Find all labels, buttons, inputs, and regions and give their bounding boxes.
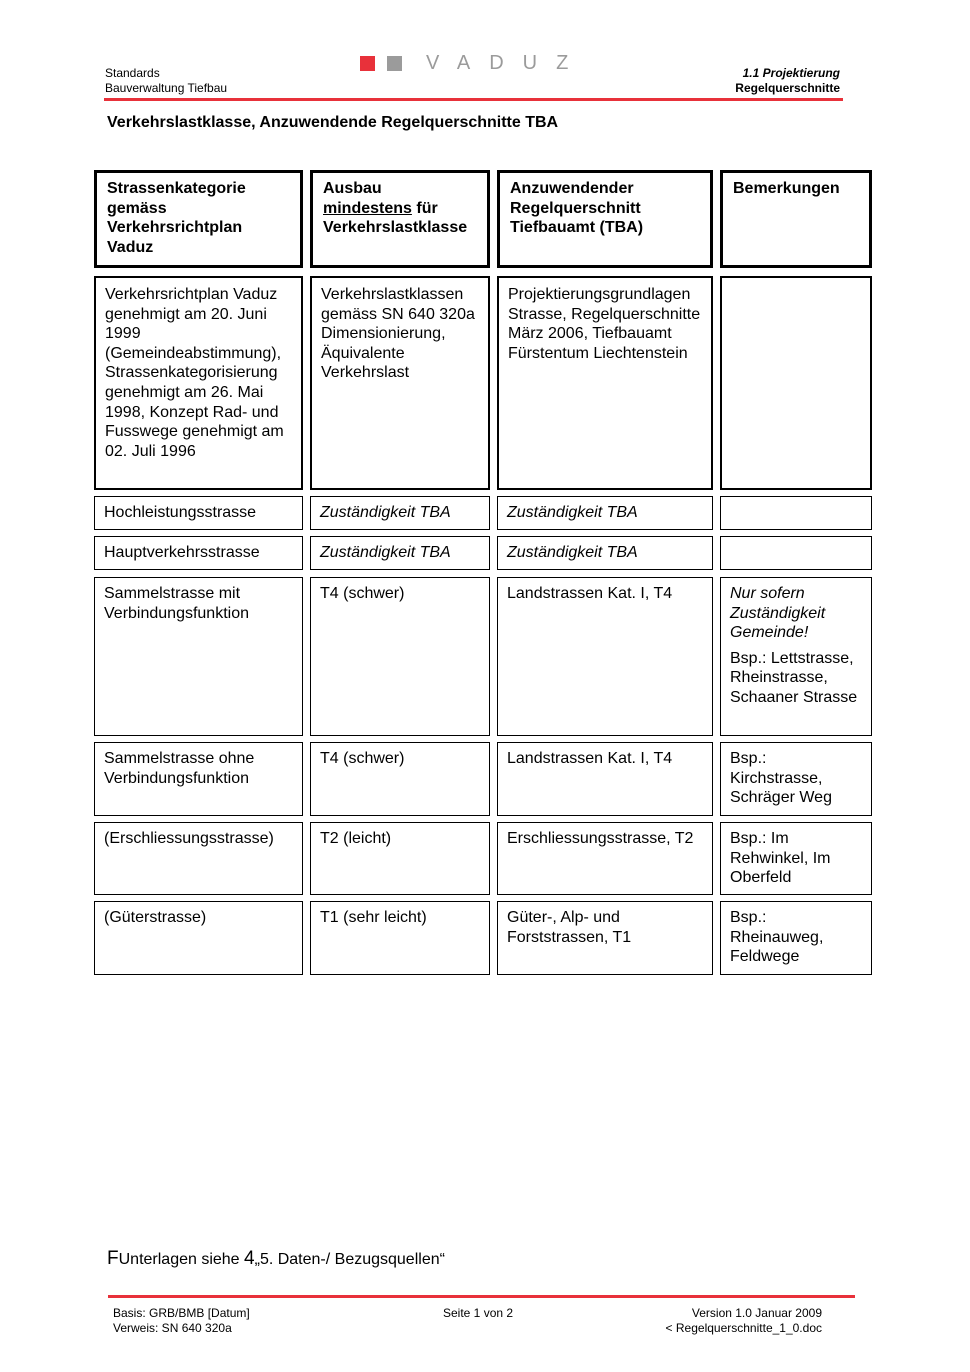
row-category-text: Sammelstrasse ohne Verbindungsfunktion <box>104 750 255 787</box>
basis-category-text: Verkehrsrichtplan Vaduz genehmigt am 20. Juni 1999 (Gemeindeabstimmung), Strassenkategorisierung genehmigt am 26. Mai 1998, Konzept Rad- und Fusswege genehmigt am 02. Juli 1996 <box>105 286 284 460</box>
table-row-ausbau <box>310 901 490 975</box>
row-regelquerschnitt-text: Erschliessungsstrasse, T2 <box>507 830 694 847</box>
table-row-category <box>94 901 303 975</box>
row-category-text: (Erschliessungsstrasse) <box>104 830 274 847</box>
table-row-bemerkungen <box>720 822 872 895</box>
row-category-text: Sammelstrasse mit Verbindungsfunktion <box>104 585 249 622</box>
page-title: Verkehrslastklasse, Anzuwendende Regelquerschnitte TBA <box>107 114 559 131</box>
row-bemerkungen-text: Bsp.: Lettstrasse, Rheinstrasse, Schaaner Strasse <box>730 649 858 706</box>
footer-page-number: Seite 1 von 2 <box>443 1306 514 1320</box>
table-row-ausbau <box>310 577 490 736</box>
row-ausbau-text: Zuständigkeit TBA <box>320 544 451 561</box>
row-category-text: Hochleistungsstrasse <box>104 504 257 521</box>
header-category-text: Strassenkategorie gemäss Verkehrsrichtplan Vaduz <box>107 180 246 256</box>
table-row-category <box>94 577 303 736</box>
row-bemerkungen-note: Nur sofern Zuständigkeit Gemeinde! <box>730 585 826 642</box>
finger-pointer-icon: F <box>107 1248 119 1269</box>
row-ausbau-text: T4 (schwer) <box>320 750 405 767</box>
row-ausbau-text: T4 (schwer) <box>320 585 405 602</box>
row-ausbau-text: T2 (leicht) <box>320 830 392 847</box>
table-row-category <box>94 742 303 816</box>
header-mindestens-text: mindestens <box>323 199 412 217</box>
logo-text: VADUZ <box>426 51 588 74</box>
reference-note <box>107 1248 445 1270</box>
row-category-text: Hauptverkehrsstrasse <box>104 544 260 561</box>
table-header-regelquerschnitt <box>497 170 713 268</box>
basis-regelquerschnitt-text: Projektierungsgrundlagen Strasse, Regelquerschnitte März 2006, Tiefbauamt Fürstentum Liechtenstein <box>508 286 701 362</box>
table-row-regelquerschnitt <box>497 901 713 975</box>
footer-right <box>666 1306 822 1336</box>
logo-gray-square-icon <box>387 56 402 71</box>
row-bemerkungen-text: Bsp.: Kirchstrasse, Schräger Weg <box>730 750 832 807</box>
footer-left <box>113 1306 250 1336</box>
row-regelquerschnitt-text: Zuständigkeit TBA <box>507 504 638 521</box>
table-row-regelquerschnitt <box>497 742 713 816</box>
row-ausbau-text: T1 (sehr leicht) <box>320 909 427 926</box>
table-row-category <box>94 536 303 570</box>
header-right <box>735 66 840 96</box>
row-regelquerschnitt-text: Zuständigkeit TBA <box>507 544 638 561</box>
basis-category-cell <box>94 276 303 490</box>
logo-red-square-icon <box>360 56 375 71</box>
note-reference-link[interactable]: „5. Daten-/ Bezugsquellen“ <box>254 1251 445 1268</box>
table-row-bemerkungen <box>720 496 872 530</box>
table-row-regelquerschnitt <box>497 536 713 570</box>
arrow-symbol-icon: 4 <box>244 1248 255 1269</box>
header-standards: Standards <box>105 66 160 80</box>
basis-regelquerschnitt-cell <box>497 276 713 490</box>
basis-bemerkungen-cell <box>720 276 872 490</box>
table-row-category <box>94 496 303 530</box>
vaduz-logo <box>360 51 588 74</box>
table-row-regelquerschnitt <box>497 577 713 736</box>
row-bemerkungen-text: Bsp.: Rheinauweg, Feldwege <box>730 909 824 966</box>
table-row-regelquerschnitt <box>497 822 713 895</box>
header-bemerkungen-text: Bemerkungen <box>733 180 840 197</box>
table-row-regelquerschnitt <box>497 496 713 530</box>
table-row-bemerkungen <box>720 577 872 736</box>
header-department: Bauverwaltung Tiefbau <box>105 81 228 95</box>
row-regelquerschnitt-text: Güter-, Alp- und Forststrassen, T1 <box>507 909 632 946</box>
row-bemerkungen-text: Bsp.: Im Rehwinkel, Im Oberfeld <box>730 830 831 887</box>
row-regelquerschnitt-text: Landstrassen Kat. I, T4 <box>507 750 673 767</box>
header-subject: Regelquerschnitte <box>735 81 840 95</box>
basis-ausbau-cell <box>310 276 490 490</box>
footer-filename: < Regelquerschnitte_1_0.doc <box>665 1321 822 1335</box>
table-row-bemerkungen <box>720 742 872 816</box>
basis-ausbau-text: Verkehrslastklassen gemäss SN 640 320a Dimensionierung, Äquivalente Verkehrslast <box>321 286 475 382</box>
note-text-part1: Unterlagen siehe <box>118 1251 245 1268</box>
header-regelquerschnitt-text: Anzuwendender Regelquerschnitt Tiefbauamt (TBA) <box>510 180 644 237</box>
footer-basis: Basis: GRB/BMB [Datum] <box>113 1306 250 1320</box>
table-header-ausbau <box>310 170 490 268</box>
table-row-ausbau <box>310 536 490 570</box>
table-row-bemerkungen <box>720 901 872 975</box>
row-regelquerschnitt-text: Landstrassen Kat. I, T4 <box>507 585 673 602</box>
footer-version: Version 1.0 Januar 2009 <box>691 1306 822 1320</box>
table-row-bemerkungen <box>720 536 872 570</box>
header-ausbau-text: Ausbau <box>323 180 382 197</box>
table-row-ausbau <box>310 742 490 816</box>
header-section: 1.1 Projektierung <box>742 66 840 80</box>
table-row-ausbau <box>310 496 490 530</box>
row-category-text: (Güterstrasse) <box>104 909 207 926</box>
footer-verweis: Verweis: SN 640 320a <box>113 1321 232 1335</box>
header-left <box>105 66 227 96</box>
table-row-ausbau <box>310 822 490 895</box>
table-header-category <box>94 170 303 268</box>
table-header-bemerkungen <box>720 170 872 268</box>
row-ausbau-text: Zuständigkeit TBA <box>320 504 451 521</box>
header-lastklasse-text: für Verkehrslastklasse <box>323 199 468 237</box>
table-row-category <box>94 822 303 895</box>
footer-divider <box>108 1295 855 1298</box>
header-divider <box>104 98 843 101</box>
